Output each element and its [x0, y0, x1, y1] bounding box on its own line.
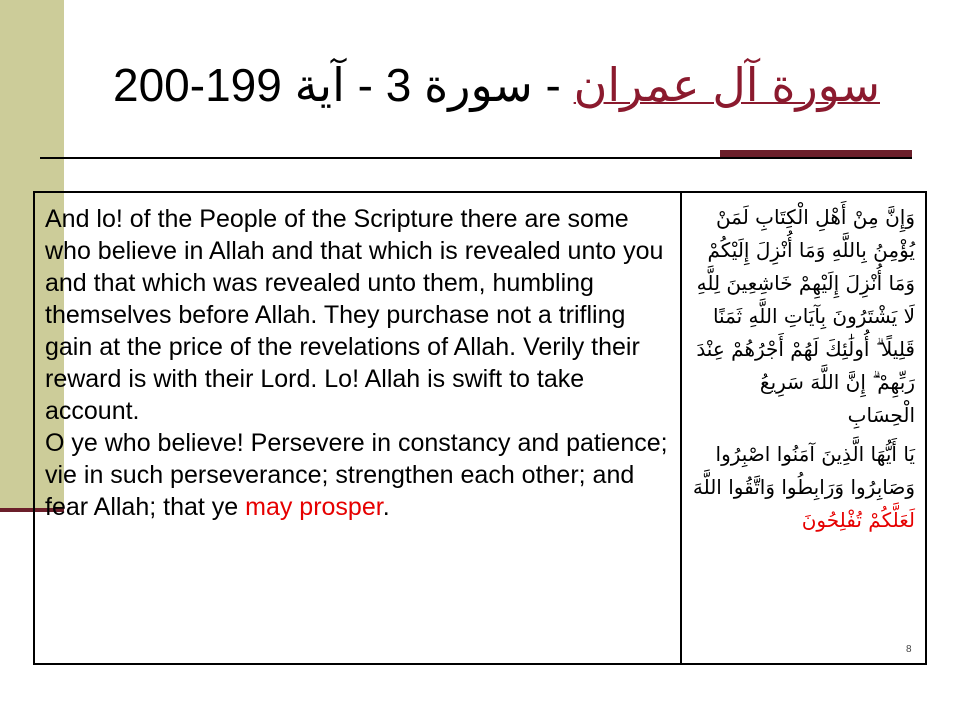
english-translation-column — [35, 193, 682, 663]
arabic-verse-200-highlight: لَعَلَّكُمْ تُفْلِحُونَ — [801, 508, 915, 532]
title-accent-rule — [720, 150, 912, 157]
surah-title-link[interactable]: سورة آل عمران — [573, 59, 880, 111]
surah-title-rest: - سورة 3 - آية 199-200 — [113, 59, 574, 111]
arabic-verse-200-text: يَا أَيُّهَا الَّذِينَ آمَنُوا اصْبِرُوا وَصَابِرُوا وَرَابِطُوا وَاتَّقُوا اللَّهَ — [692, 442, 915, 499]
english-verse-200 — [45, 427, 670, 523]
arabic-text-column — [682, 193, 925, 663]
english-verse-199: And lo! of the People of the Scripture there are some who believe in Allah and that which is revealed unto you and that which was revealed unto them, humbling themselves before Allah. They purchase not a trifling gain at the price of the revelations of Allah. Verily their reward is with their Lord. Lo! Allah is swift to take account. — [45, 205, 664, 425]
slide-number: 8 — [906, 644, 912, 655]
slide-title — [113, 58, 880, 112]
english-verse-200-end: . — [382, 493, 390, 521]
english-verse-200-text: O ye who believe! Persevere in constancy and patience; vie in such perseverance; strengthen each other; and fear Allah; that ye — [45, 429, 668, 521]
english-verse-200-highlight: may prosper — [245, 493, 383, 521]
arabic-verse-199: وَإِنَّ مِنْ أَهْلِ الْكِتَابِ لَمَنْ يُؤْمِنُ بِاللَّهِ وَمَا أُنْزِلَ إِلَيْكُمْ وَمَا أُنْزِلَ إِلَيْهِمْ خَاشِعِينَ لِلَّهِ لَا يَشْتَرُونَ بِآيَاتِ اللَّهِ ثَمَنًا قَلِيلًا ۗ أُولَٰئِكَ لَهُمْ أَجْرُهُمْ عِنْدَ رَبِّهِمْ ۗ إِنَّ اللَّهَ سَرِيعُ الْحِسَابِ — [696, 205, 915, 427]
verse-table — [33, 191, 927, 665]
arabic-verse-200 — [692, 438, 915, 537]
title-divider — [40, 157, 912, 159]
